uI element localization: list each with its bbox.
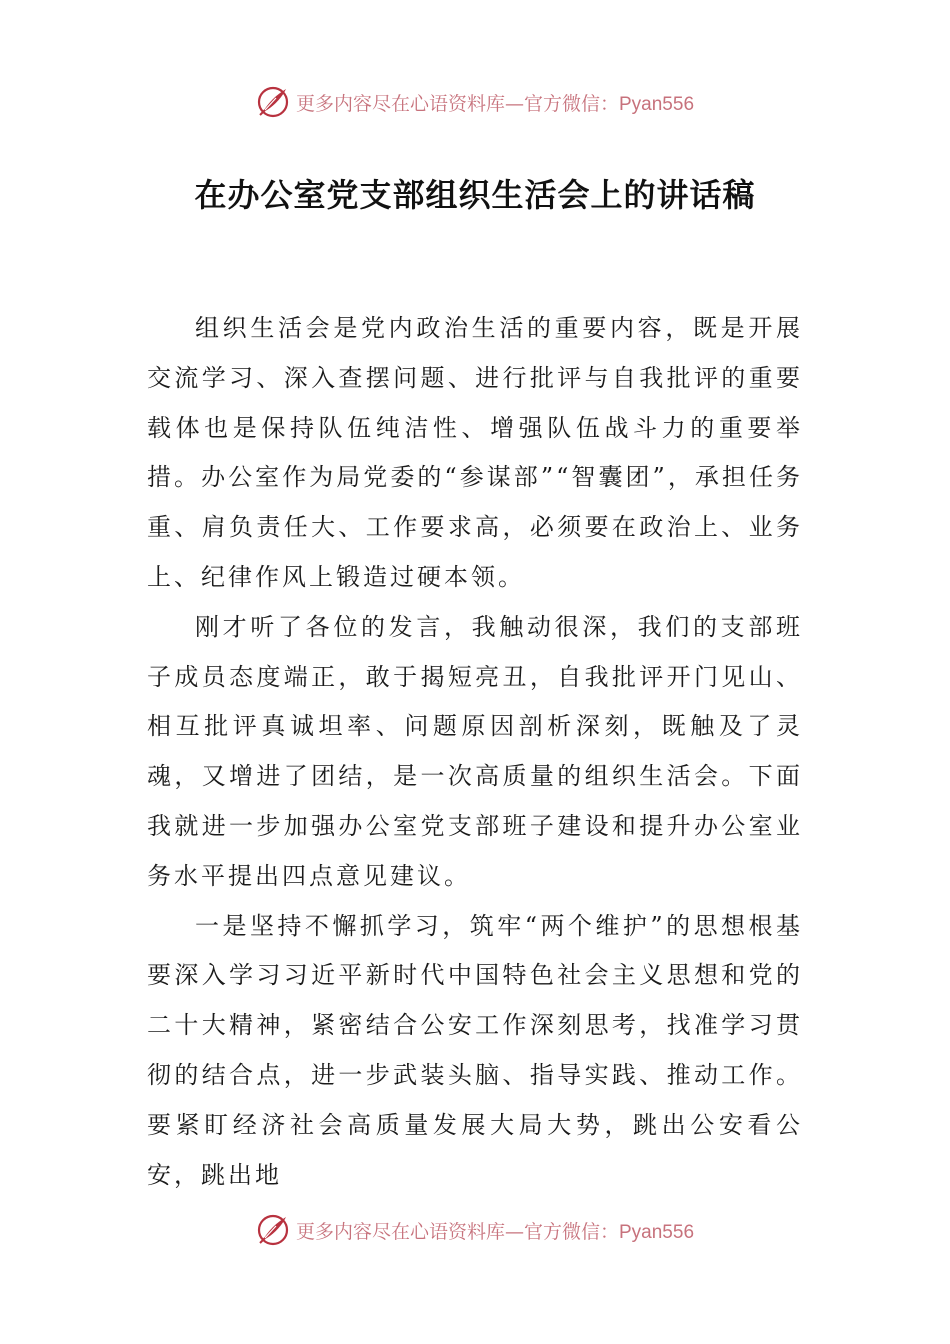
- banner-caption: 更多内容尽在心语资料库—官方微信：: [295, 92, 619, 115]
- banner-text: [296, 89, 694, 116]
- paragraph-3: 一是坚持不懈抓学习，筑牢“两个维护”的思想根基要深入学习习近平新时代中国特色社会主义思想和党的二十大精神，紧密结合公安工作深刻思考，找准学习贯彻的结合点，进一步武装头脑、指导实践、推动工作。要紧盯经济社会高质量发展大局大势，跳出公安看公安，跳出地: [147, 911, 803, 1189]
- document-body: [147, 304, 803, 1200]
- banner-caption: 更多内容尽在心语资料库—官方微信：: [295, 1220, 619, 1243]
- wechat-id: Pyan556: [619, 1221, 695, 1243]
- header-banner: [0, 82, 950, 122]
- wechat-id: Pyan556: [619, 93, 695, 115]
- page-title: 在办公室党支部组织生活会上的讲话稿: [194, 176, 756, 214]
- quill-logo-icon: [256, 1213, 290, 1247]
- footer-banner: [0, 1210, 950, 1250]
- quill-logo-icon: [256, 85, 290, 119]
- paragraph-1: 组织生活会是党内政治生活的重要内容，既是开展交流学习、深入查摆问题、进行批评与自我批评的重要载体也是保持队伍纯洁性、增强队伍战斗力的重要举措。办公室作为局党委的“参谋部”“智囊团”，承担任务重、肩负责任大、工作要求高，必须要在政治上、业务上、纪律作风上锻造过硬本领。: [147, 314, 803, 591]
- paragraph-2: 刚才听了各位的发言，我触动很深，我们的支部班子成员态度端正，敢于揭短亮丑，自我批评开门见山、相互批评真诚坦率、问题原因剖析深刻，既触及了灵魂，又增进了团结，是一次高质量的组织生活会。下面我就进一步加强办公室党支部班子建设和提升办公室业务水平提出四点意见建议。: [147, 612, 803, 890]
- banner-text: [296, 1217, 694, 1244]
